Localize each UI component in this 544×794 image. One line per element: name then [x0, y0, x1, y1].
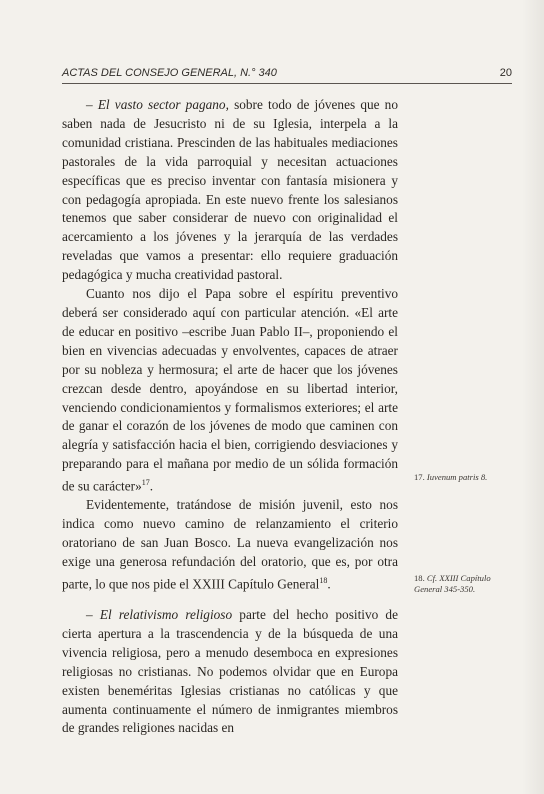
footnote-17 [414, 472, 504, 483]
footnote-number: 17. [414, 472, 425, 482]
running-title: ACTAS DEL CONSEJO GENERAL, N.° 340 [62, 67, 277, 79]
header-rule [62, 83, 512, 84]
page-edge-shadow [522, 0, 544, 794]
list-dash: – [86, 97, 98, 112]
paragraph-text: parte del hecho positivo de cierta apertura a la trascendencia y de la búsqueda de una vivencia religiosa, pero a menudo desemboca en expresiones religiosas no cristianas. No podemos olvidar que en Europa existen beneméritas Iglesias cristianas no católicas y que aumenta continuamente el número de inmigrantes miembros de grandes religiones nacidas en [62, 607, 398, 736]
section-heading: El vasto sector pagano, [97, 97, 229, 112]
paragraph-text: Evidentemente, tratándose de misión juvenil, esto nos indica como nuevo camino de relanzamiento el criterio oratoriano de san Juan Bosco. La nueva evangelización nos exige una generosa refundación del oratorio, que es, por otra parte, lo que nos pide el XXIII Capítulo General [62, 497, 398, 592]
page-number: 20 [499, 67, 512, 79]
running-header [62, 67, 512, 79]
paragraph-text: Cuanto nos dijo el Papa sobre el espíritu preventivo deberá ser considerado aquí con particular atención. «El arte de educar en positivo –escribe Juan Pablo II–, proponiendo el bien en vivencias adecuadas y envolventes, capaces de atraer por su nobleza y hermosura; el arte de hacer que los jóvenes crezcan desde dentro, apoyándose en su libertad interior, venciendo condicionamientos y formalismos exteriores; el arte de ganar el corazón de los jóvenes de modo que caminen con alegría y satisfacción hacia el bien, corrigiendo desviaciones y preparando para el mañana por medio de un sólida formación de su carácter» [62, 286, 398, 494]
paragraph-text: sobre todo de jóvenes que no saben nada de Jesucristo ni de su Iglesia, interpela a la comunidad cristiana. Prescinden de las habituales mediaciones pastorales de la vida parroquial y necesitan actuaciones específicas que es preciso inventar con fantasía misionera y con pedagogía apropiada. En este nuevo frente los salesianos tenemos que saber considerar de nuevo con originalidad el acercamiento a los jóvenes y la jerarquía de las verdades reveladas que vamos a presentar: ello requiere graduación pedagógica y mucha creatividad pastoral. [62, 97, 398, 283]
footnote-ref-17: 17 [141, 478, 150, 488]
paragraph-oratory [62, 496, 398, 594]
paragraph-end: . [149, 478, 154, 494]
paragraph-end: . [327, 576, 331, 592]
footnote-18 [414, 573, 504, 595]
footnote-text: Cf. XXIII Capítulo General 345-350. [414, 573, 491, 594]
section-heading: El relativismo religioso [99, 607, 233, 622]
paragraph-pope [62, 285, 398, 496]
main-text-block-2 [62, 606, 398, 738]
list-dash: – [86, 607, 100, 622]
footnote-text: Iuvenum patris 8. [426, 472, 488, 482]
footnote-number: 18. [414, 573, 425, 583]
paragraph-pagan-sector [62, 96, 398, 285]
main-text-block-1 [62, 96, 398, 594]
footnote-ref-18: 18 [319, 576, 328, 586]
paragraph-religious-relativism [62, 606, 398, 738]
